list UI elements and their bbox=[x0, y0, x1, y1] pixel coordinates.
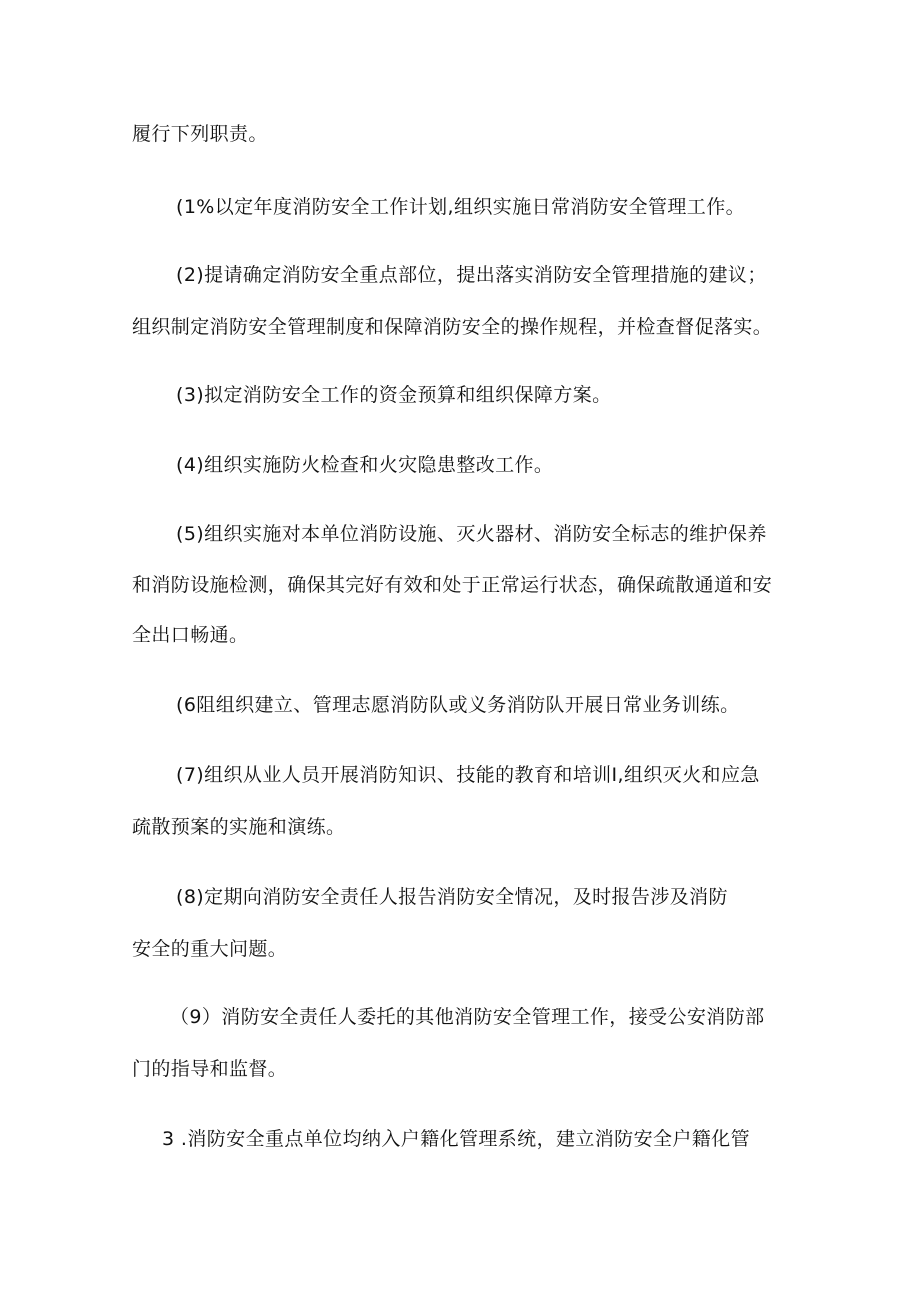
text-line: (2)提请确定消防安全重点部位，提出落实消防安全管理措施的建议； bbox=[176, 264, 767, 286]
text-line: 疏散预案的实施和演练。 bbox=[132, 816, 346, 838]
text-line: 组织制定消防安全管理制度和保障消防安全的操作规程，并检查督促落实。 bbox=[132, 316, 773, 338]
text-line: (1%以定年度消防安全工作计划,组织实施日常消防安全管理工作。 bbox=[176, 196, 745, 218]
text-line: 安全的重大问题。 bbox=[132, 938, 288, 960]
text-line: (8)定期向消防安全责任人报告消防安全情况，及时报告涉及消防 bbox=[176, 886, 728, 908]
text-line: (5)组织实施对本单位消防设施、灭火器材、消防安全标志的维护保养 bbox=[176, 523, 767, 545]
text-line: 和消防设施检测，确保其完好有效和处于正常运行状态，确保疏散通道和安 bbox=[132, 574, 773, 596]
text-line: 门的指导和监督。 bbox=[132, 1058, 288, 1080]
text-line: (7)组织从业人员开展消防知识、技能的教育和培训Ⅰ,组织灭火和应急 bbox=[176, 764, 760, 786]
text-line: 履行下列职责。 bbox=[132, 123, 268, 145]
text-line: 全出口畅通。 bbox=[132, 624, 249, 646]
text-line: 3 .消防安全重点单位均纳入户籍化管理系统，建立消防安全户籍化管 bbox=[162, 1128, 750, 1150]
text-line: (6阻组织建立、管理志愿消防队或义务消防队开展日常业务训练。 bbox=[176, 694, 740, 716]
text-line: (4)组织实施防火检查和火灾隐患整改工作。 bbox=[176, 454, 554, 476]
text-line: (3)拟定消防安全工作的资金预算和组织保障方案。 bbox=[176, 384, 612, 406]
text-line: （9）消防安全责任人委托的其他消防安全管理工作，接受公安消防部 bbox=[170, 1006, 765, 1028]
